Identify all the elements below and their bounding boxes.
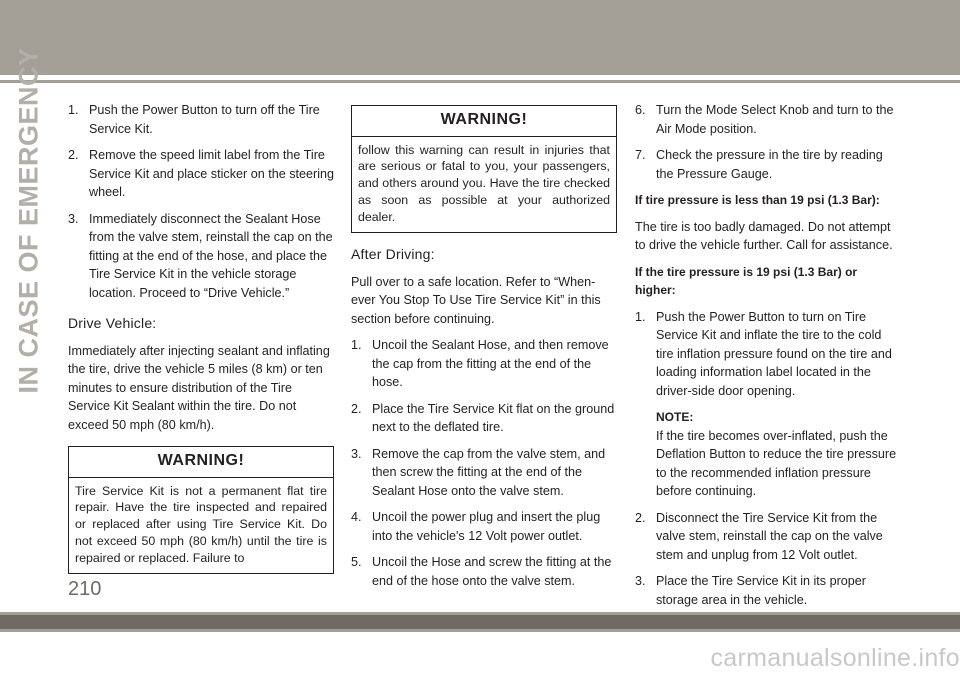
- note-block: [656, 408, 901, 501]
- step-text: Check the pressure in the tire by reading the Pressure Gauge.: [656, 148, 883, 181]
- step-number: 2.: [351, 401, 362, 416]
- low-pressure-heading: If tire pressure is less than 19 psi (1.3 Bar):: [635, 193, 880, 207]
- after-driving-heading: After Driving:: [351, 246, 435, 263]
- header-rule: [0, 80, 960, 83]
- drive-vehicle-heading: Drive Vehicle:: [68, 315, 157, 331]
- high-pressure-heading: If the tire pressure is 19 psi (1.3 Bar) or higher:: [635, 264, 858, 297]
- step-text: Push the Power Button to turn on Tire Service Kit and inflate the tire to the cold tire inflation pressure found on the tire and loading information label located in the driver-side door opening.: [656, 309, 892, 398]
- column-1: [68, 101, 334, 584]
- warning-text: follow this warning can result in injuries that are serious or fatal to you, your passengers, and others around you. Have the tire checked as soon as possible at your authorized dealer.: [358, 142, 610, 224]
- step-item: [351, 400, 617, 437]
- page-number: 210: [68, 578, 102, 600]
- drive-vehicle-text: Immediately after injecting sealant and inflating the tire, drive the vehicle 5 miles (8 km) or ten minutes to ensure distribution of the Tire Service Kit Sealant within the tire. Do not exceed 50 mph (80 km/h).: [68, 343, 330, 432]
- warning-box-continued: [351, 105, 617, 233]
- step-text: Uncoil the Sealant Hose, and then remove the cap from the fitting at the end of the hose.: [372, 338, 609, 390]
- step-text: Disconnect the Tire Service Kit from the valve stem, reinstall the cap on the valve stem and unplug from 12 Volt outlet.: [656, 510, 883, 562]
- step-item: [68, 101, 334, 138]
- section-title: IN CASE OF EMERGENCY: [13, 46, 44, 394]
- step-item: [351, 336, 617, 392]
- step-item: [635, 146, 901, 183]
- step-number: 1.: [68, 103, 79, 117]
- step-number: 3.: [635, 574, 646, 588]
- after-driving-text: Pull over to a safe location. Refer to “When-ever You Stop To Use Tire Service Kit” in this section before continuing.: [351, 274, 601, 326]
- step-item: [635, 101, 901, 138]
- step-item: [351, 508, 617, 545]
- warning-box: [68, 446, 334, 574]
- step-number: 2.: [68, 148, 79, 162]
- step-text: Place the Tire Service Kit in its proper storage area in the vehicle.: [656, 574, 866, 607]
- step-number: 3.: [68, 211, 79, 226]
- step-text: Remove the cap from the valve stem, and then screw the fitting at the end of the Sealant Hose onto the valve stem.: [372, 446, 606, 498]
- step-item: [351, 445, 617, 501]
- step-number: 3.: [351, 446, 362, 461]
- step-text: Immediately disconnect the Sealant Hose from the valve stem, reinstall the cap on the fitting at the end of the hose, and place the Tire Service Kit in the vehicle storage location. Proceed to “Drive Vehicle.”: [89, 211, 333, 300]
- step-item: [635, 572, 901, 609]
- step-text: Remove the speed limit label from the Tire Service Kit and place sticker on the steering wheel.: [89, 148, 335, 199]
- column-2: [351, 101, 617, 598]
- step-text: Uncoil the power plug and insert the plug into the vehicle's 12 Volt power outlet.: [372, 510, 601, 543]
- step-number: 6.: [635, 103, 646, 117]
- warning-text: Tire Service Kit is not a permanent flat tire repair. Have the tire inspected and repaired or replaced after using Tire Service Kit. Do not exceed 50 mph (80 km/h) until the tire is repaired or replaced. Failure to: [75, 483, 327, 565]
- note-text: If the tire becomes over-inflated, push the Deflation Button to reduce the tire pressure to the recommended inflation pressure before continuing.: [656, 428, 897, 498]
- note-label: NOTE:: [656, 410, 694, 424]
- section-tab: [6, 46, 52, 394]
- warning-title: WARNING!: [352, 106, 616, 137]
- header-band: [0, 0, 960, 75]
- step-item: [635, 509, 901, 565]
- step-number: 4.: [351, 510, 362, 525]
- footer-band-inner: [0, 615, 960, 629]
- column-3: [635, 101, 901, 617]
- footer-band: [0, 612, 960, 632]
- step-number: 7.: [635, 148, 646, 162]
- watermark: carmanualsonline.info: [710, 644, 960, 672]
- warning-title: WARNING!: [69, 447, 333, 478]
- step-number: 1.: [351, 338, 362, 353]
- step-text: Place the Tire Service Kit flat on the ground next to the deflated tire.: [372, 401, 615, 435]
- step-text: Uncoil the Hose and screw the fitting at the end of the hose onto the valve stem.: [372, 555, 612, 588]
- step-number: 2.: [635, 510, 646, 525]
- low-pressure-text: The tire is too badly damaged. Do not attempt to drive the vehicle further. Call for assistance.: [635, 219, 893, 252]
- step-text: Push the Power Button to turn off the Tire Service Kit.: [89, 103, 320, 136]
- step-item: [68, 146, 334, 202]
- step-item: [635, 308, 901, 401]
- step-number: 5.: [351, 555, 362, 570]
- step-item: [351, 553, 617, 590]
- step-text: Turn the Mode Select Knob and turn to the Air Mode position.: [656, 103, 894, 136]
- step-item: [68, 210, 334, 303]
- step-number: 1.: [635, 309, 646, 324]
